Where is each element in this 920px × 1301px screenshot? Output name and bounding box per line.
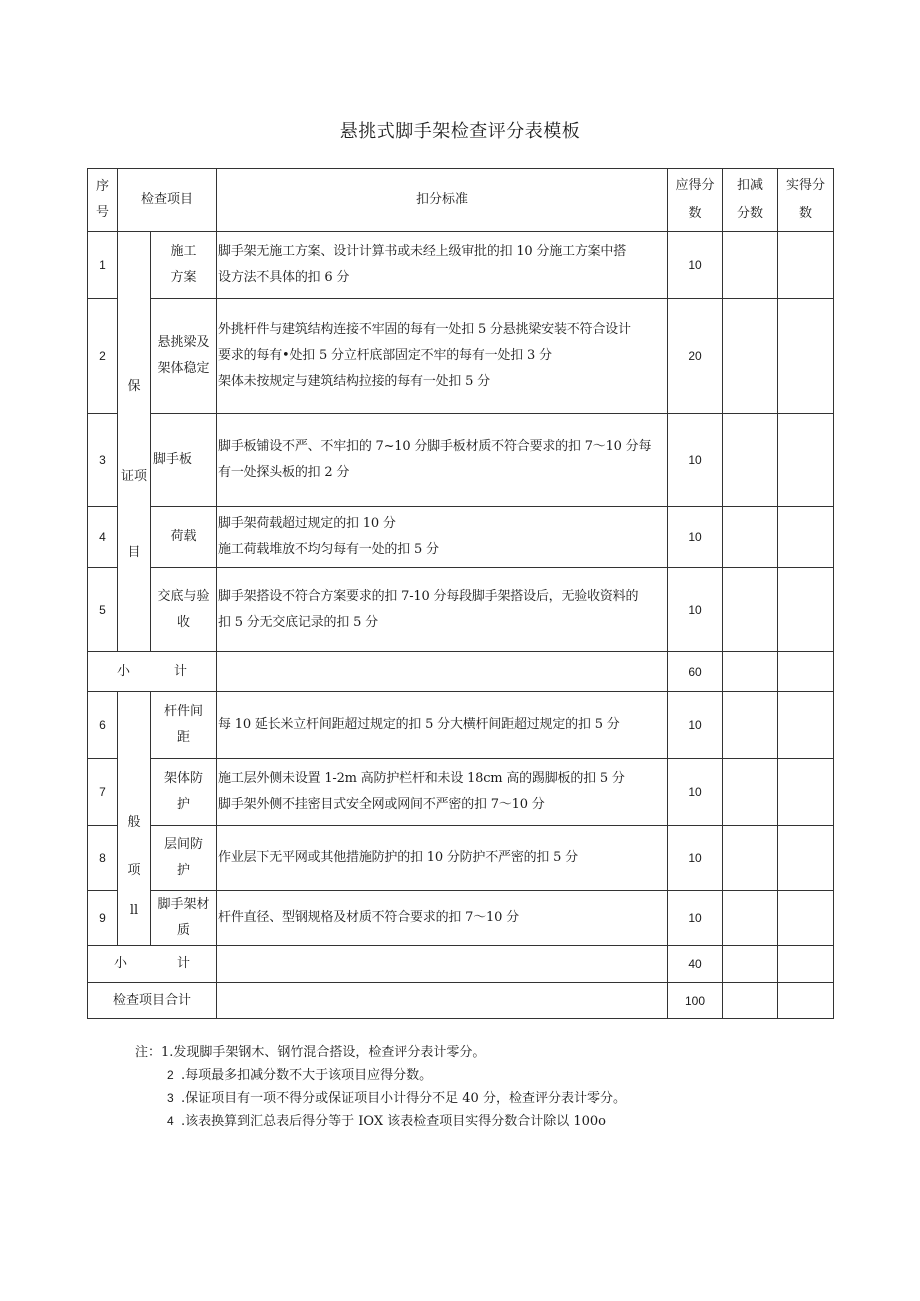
deduct-score-cell[interactable] bbox=[723, 299, 778, 414]
item-name: 杆件间 距 bbox=[151, 692, 217, 759]
category-general bbox=[118, 692, 151, 946]
row-number: 3 bbox=[88, 414, 118, 507]
note-item: 2 .每项最多扣减分数不大于该项目应得分数。 bbox=[167, 1068, 433, 1083]
item-name: 交底与验 收 bbox=[151, 568, 217, 652]
total-row bbox=[88, 983, 834, 1019]
should-score: 10 bbox=[668, 759, 723, 826]
page-title: 悬挑式脚手架检查评分表模板 bbox=[339, 121, 581, 142]
deduct-score-cell[interactable] bbox=[723, 568, 778, 652]
header-standard: 扣分标准 bbox=[217, 169, 668, 232]
category-char: 般 bbox=[127, 814, 141, 830]
row-number: 4 bbox=[88, 507, 118, 568]
subtotal-row bbox=[88, 652, 834, 692]
header-deduct-score: 扣减 分数 bbox=[723, 169, 778, 232]
subtotal-score: 40 bbox=[668, 946, 723, 983]
category-char: ll bbox=[129, 902, 139, 918]
deduction-standard: 脚手架无施工方案、设计计算书或未经上级审批的扣 10 分施工方案中搭 设方法不具体的扣 6 分 bbox=[217, 232, 668, 299]
table-row bbox=[88, 692, 834, 759]
table-row bbox=[88, 414, 834, 507]
row-number: 6 bbox=[88, 692, 118, 759]
category-guarantee bbox=[118, 232, 151, 652]
table-row bbox=[88, 299, 834, 414]
category-char: 项 bbox=[127, 862, 141, 878]
item-name: 施工 方案 bbox=[151, 232, 217, 299]
deduction-standard: 脚手板铺设不严、不牢扣的 7~10 分脚手板材质不符合要求的扣 7～10 分每 有一处探头板的扣 2 分 bbox=[217, 414, 668, 507]
actual-score-cell[interactable] bbox=[778, 414, 834, 507]
table-row bbox=[88, 891, 834, 946]
row-number: 1 bbox=[88, 232, 118, 299]
deduct-score-cell[interactable] bbox=[723, 652, 778, 692]
actual-score-cell[interactable] bbox=[778, 299, 834, 414]
deduction-standard: 外挑杆件与建筑结构连接不牢固的每有一处扣 5 分悬挑梁安装不符合设计 要求的每有•处扣 5 分立杆底部固定不牢的每有一处扣 3 分 架体未按规定与建筑结构拉接的每有一处扣 5 分 bbox=[217, 299, 668, 414]
deduct-score-cell[interactable] bbox=[723, 891, 778, 946]
deduct-score-cell[interactable] bbox=[723, 507, 778, 568]
table-row bbox=[88, 826, 834, 891]
deduct-score-cell[interactable] bbox=[723, 983, 778, 1019]
actual-score-cell[interactable] bbox=[778, 946, 834, 983]
header-row bbox=[88, 169, 834, 232]
deduct-score-cell[interactable] bbox=[723, 826, 778, 891]
row-number: 2 bbox=[88, 299, 118, 414]
header-item: 检查项目 bbox=[118, 169, 217, 232]
category-char: 证项 bbox=[120, 468, 147, 484]
row-number: 7 bbox=[88, 759, 118, 826]
item-name: 架体防 护 bbox=[151, 759, 217, 826]
deduction-standard: 每 10 延长米立杆间距超过规定的扣 5 分大横杆间距超过规定的扣 5 分 bbox=[217, 692, 668, 759]
deduct-score-cell[interactable] bbox=[723, 692, 778, 759]
should-score: 10 bbox=[668, 232, 723, 299]
item-name: 层间防 护 bbox=[151, 826, 217, 891]
actual-score-cell[interactable] bbox=[778, 692, 834, 759]
actual-score-cell[interactable] bbox=[778, 568, 834, 652]
note-item: 3 .保证项目有一项不得分或保证项目小计得分不足 40 分，检查评分表计零分。 bbox=[167, 1091, 626, 1106]
deduction-standard: 作业层下无平网或其他措施防护的扣 10 分防护不严密的扣 5 分 bbox=[217, 826, 668, 891]
note-item: 注：1.发现脚手架钢木、钢竹混合搭设，检查评分表计零分。 bbox=[135, 1045, 486, 1060]
actual-score-cell[interactable] bbox=[778, 232, 834, 299]
row-number: 9 bbox=[88, 891, 118, 946]
deduct-score-cell[interactable] bbox=[723, 759, 778, 826]
actual-score-cell[interactable] bbox=[778, 507, 834, 568]
item-name: 脚手架材 质 bbox=[151, 891, 217, 946]
deduct-score-cell[interactable] bbox=[723, 414, 778, 507]
deduct-score-cell[interactable] bbox=[723, 232, 778, 299]
category-char: 保 bbox=[127, 378, 141, 394]
row-number: 8 bbox=[88, 826, 118, 891]
notes bbox=[135, 1042, 626, 1133]
row-number: 5 bbox=[88, 568, 118, 652]
should-score: 10 bbox=[668, 568, 723, 652]
item-name: 悬挑梁及 架体稳定 bbox=[151, 299, 217, 414]
table-row bbox=[88, 568, 834, 652]
actual-score-cell[interactable] bbox=[778, 891, 834, 946]
should-score: 20 bbox=[668, 299, 723, 414]
subtotal-row bbox=[88, 946, 834, 983]
table-row bbox=[88, 232, 834, 299]
should-score: 10 bbox=[668, 414, 723, 507]
deduction-standard: 脚手架荷载超过规定的扣 10 分 施工荷载堆放不均匀每有一处的扣 5 分 bbox=[217, 507, 668, 568]
actual-score-cell[interactable] bbox=[778, 652, 834, 692]
actual-score-cell[interactable] bbox=[778, 983, 834, 1019]
note-item: 4 .该表换算到汇总表后得分等于 IOX 该表检查项目实得分数合计除以 100o bbox=[167, 1114, 606, 1129]
should-score: 10 bbox=[668, 891, 723, 946]
subtotal-score: 60 bbox=[668, 652, 723, 692]
item-name: 脚手板 bbox=[151, 414, 217, 507]
deduction-standard: 脚手架搭设不符合方案要求的扣 7-10 分每段脚手架搭设后，无验收资料的 扣 5 分无交底记录的扣 5 分 bbox=[217, 568, 668, 652]
actual-score-cell[interactable] bbox=[778, 826, 834, 891]
deduct-score-cell[interactable] bbox=[723, 946, 778, 983]
category-char: 目 bbox=[127, 544, 141, 560]
deduction-standard: 杆件直径、型钢规格及材质不符合要求的扣 7～10 分 bbox=[217, 891, 668, 946]
subtotal-label: 小 计 bbox=[88, 946, 217, 983]
should-score: 10 bbox=[668, 692, 723, 759]
total-score: 100 bbox=[668, 983, 723, 1019]
header-should-score: 应得分 数 bbox=[668, 169, 723, 232]
total-label: 检查项目合计 bbox=[88, 983, 217, 1019]
header-seq: 序号 bbox=[88, 169, 118, 232]
should-score: 10 bbox=[668, 507, 723, 568]
table-row bbox=[88, 759, 834, 826]
subtotal-label: 小 计 bbox=[88, 652, 217, 692]
score-table bbox=[87, 168, 834, 1019]
table-row bbox=[88, 507, 834, 568]
item-name: 荷载 bbox=[151, 507, 217, 568]
header-actual-score: 实得分 数 bbox=[778, 169, 834, 232]
should-score: 10 bbox=[668, 826, 723, 891]
deduction-standard: 施工层外侧未设置 1-2m 高防护栏杆和未设 18cm 高的踢脚板的扣 5 分 脚手架外侧不挂密目式安全网或网间不严密的扣 7～10 分 bbox=[217, 759, 668, 826]
actual-score-cell[interactable] bbox=[778, 759, 834, 826]
